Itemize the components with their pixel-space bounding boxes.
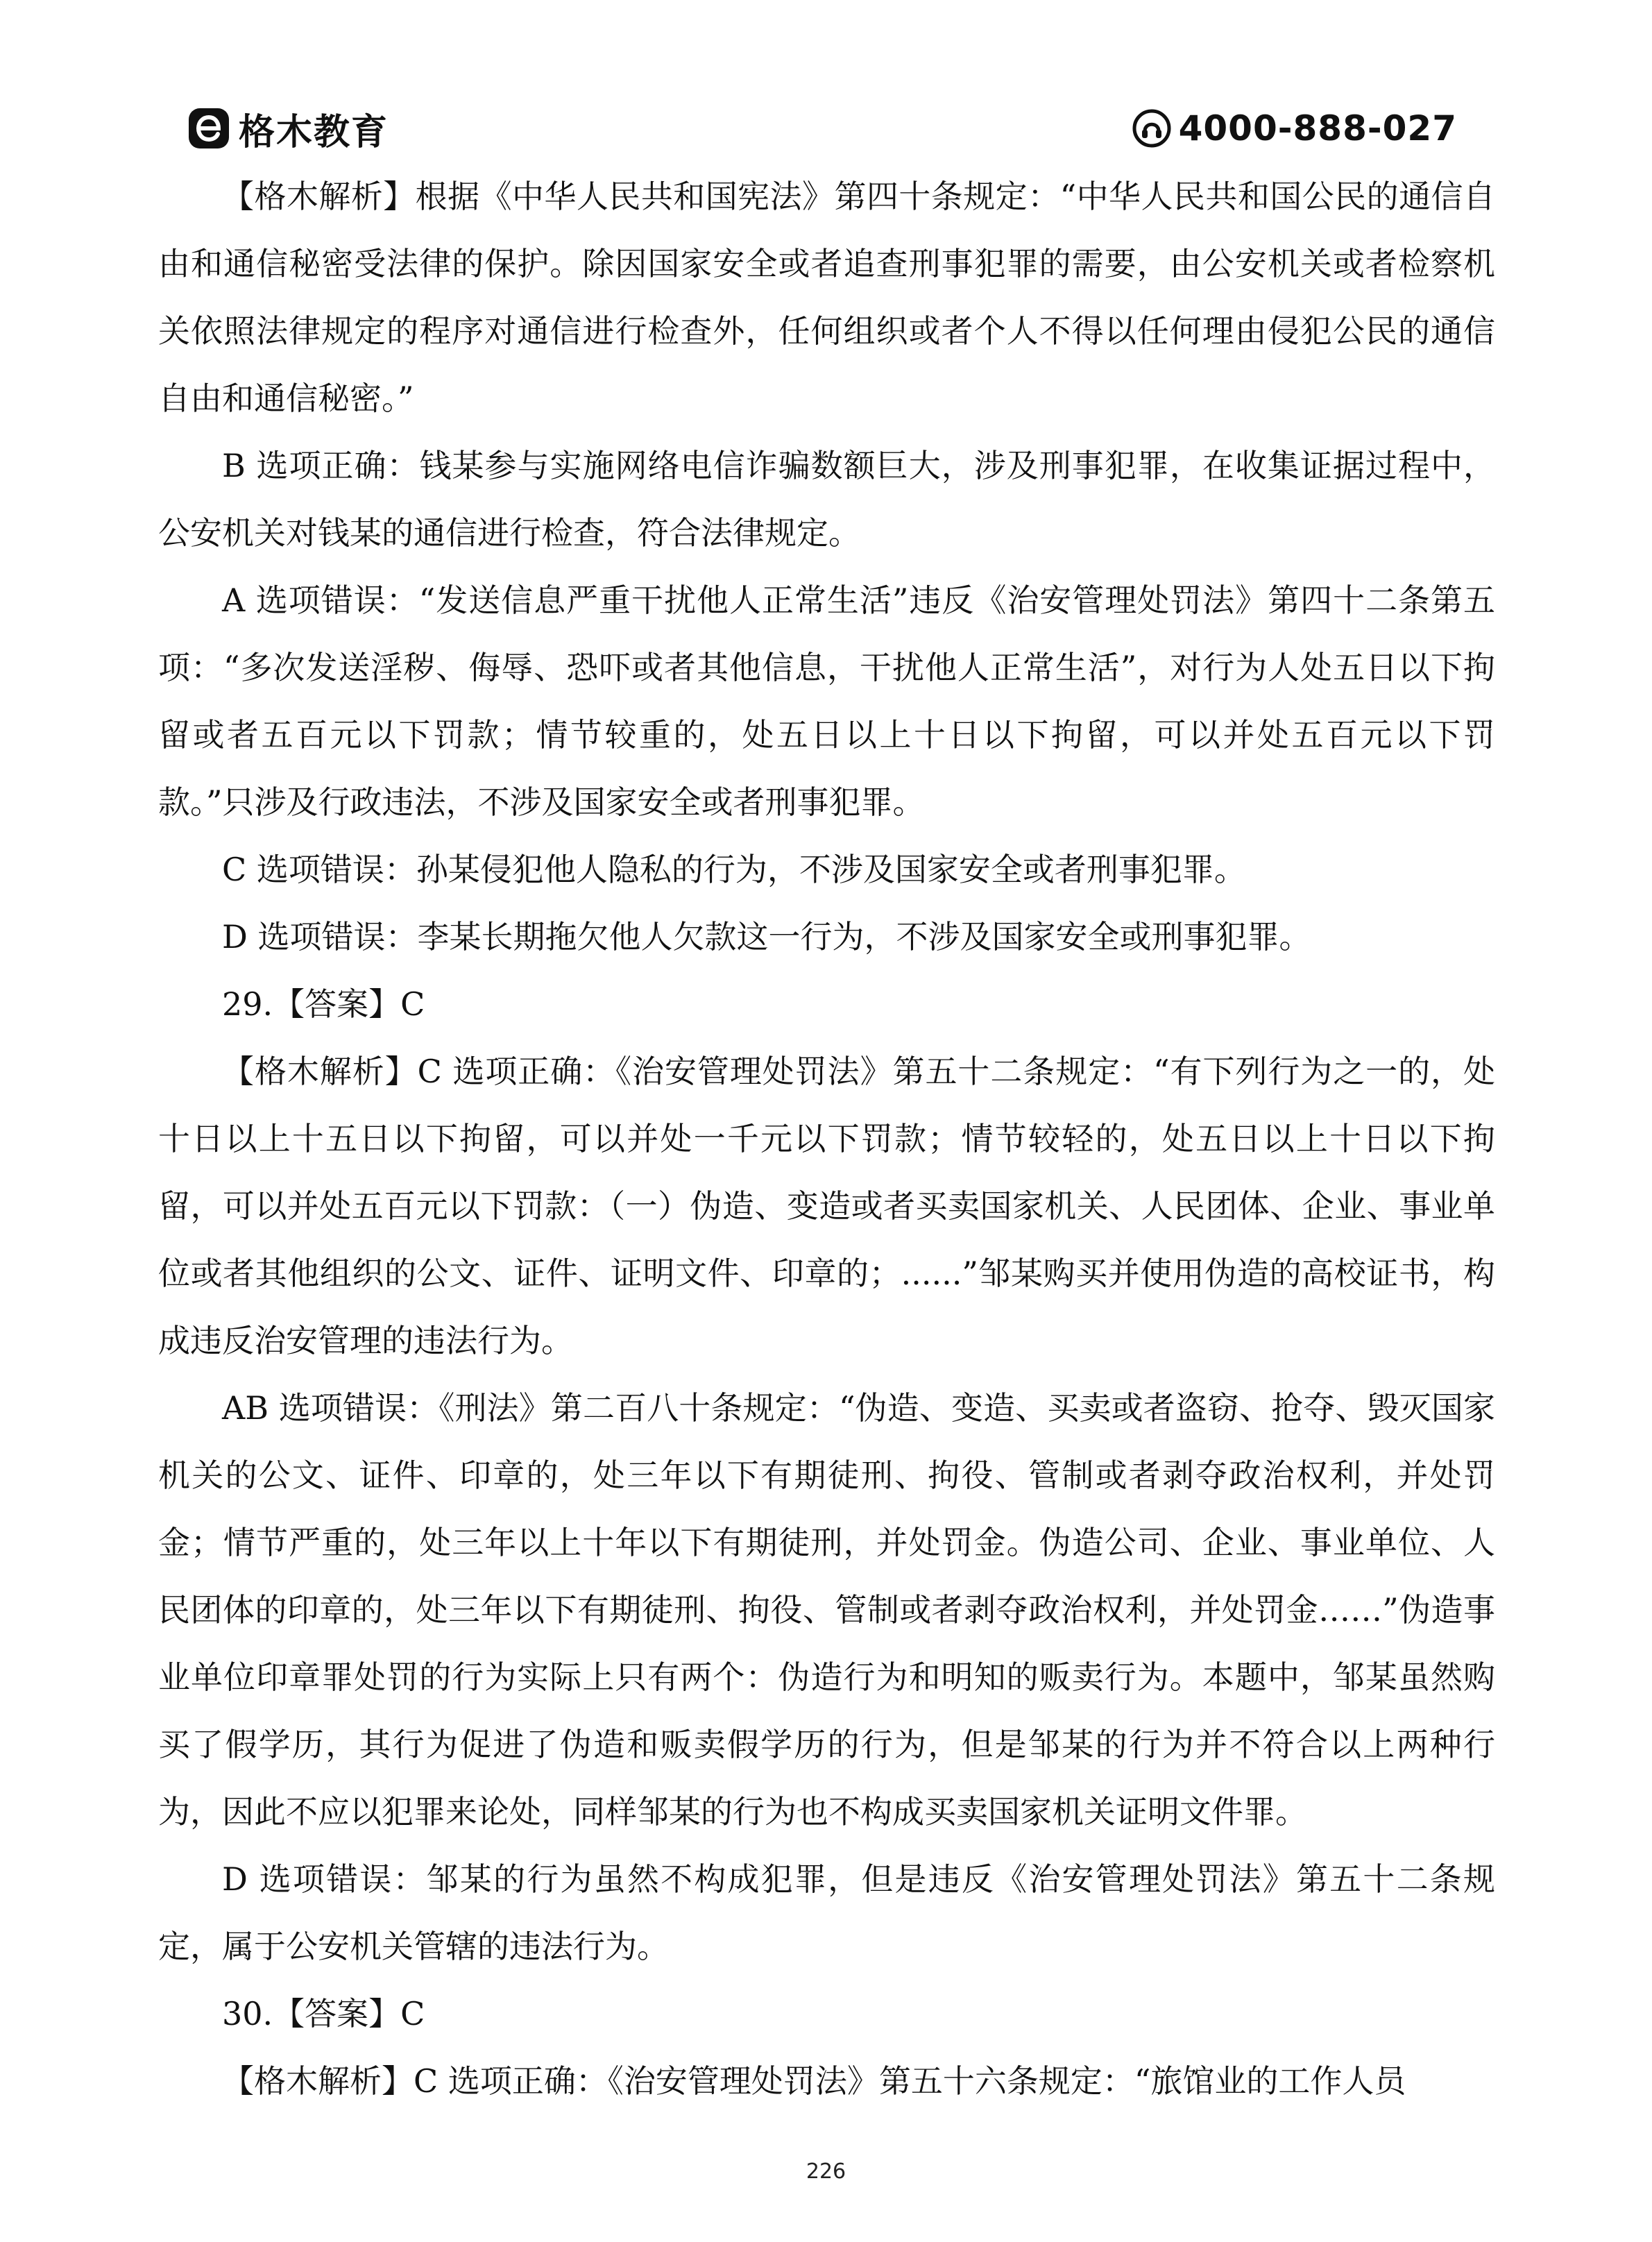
answer-heading: 29.【答案】C	[222, 985, 425, 1023]
page-number: 226	[806, 2159, 846, 2184]
brand-name: 格木教育	[239, 111, 389, 153]
document-body	[158, 163, 1495, 2115]
paragraph: AB 选项错误：《刑法》第二百八十条规定：“伪造、变造、买卖或者盗窃、抢夺、毁灭国家机关的公文、证件、印章的，处三年以下有期徒刑、拘役、管制或者剥夺政治权利，并处罚金；情节严重的，处三年以上十年以下有期徒刑，并处罚金。伪造公司、企业、事业单位、人民团体的印章的，处三年以下有期徒刑、拘役、管制或者剥夺政治权利，并处罚金……”伪造事业单位印章罪处罚的行为实际上只有两个：伪造行为和明知的贩卖行为。本题中，邹某虽然购买了假学历，其行为促进了伪造和贩卖假学历的行为，但是邹某的行为并不符合以上两种行为，因此不应以犯罪来论处，同样邹某的行为也不构成买卖国家机关证明文件罪。	[158, 1389, 1495, 1831]
paragraph: B 选项正确：钱某参与实施网络电信诈骗数额巨大，涉及刑事犯罪，在收集证据过程中，公安机关对钱某的通信进行检查，符合法律规定。	[158, 447, 1495, 552]
e-logo-icon	[187, 107, 230, 150]
hotline-number: 4000-888-027	[1178, 108, 1457, 148]
paragraph: 【格木解析】根据《中华人民共和国宪法》第四十条规定：“中华人民共和国公民的通信自由和通信秘密受法律的保护。除因国家安全或者追查刑事犯罪的需要，由公安机关或者检察机关依照法律规定的程序对通信进行检查外，任何组织或者个人不得以任何理由侵犯公民的通信自由和通信秘密。”	[158, 178, 1495, 417]
brand-logo	[187, 97, 389, 160]
hotline	[1132, 97, 1457, 160]
paragraph: C 选项错误：孙某侵犯他人隐私的行为，不涉及国家安全或者刑事犯罪。	[222, 851, 1246, 888]
answer-heading: 30.【答案】C	[222, 1995, 425, 2032]
paragraph: D 选项错误：李某长期拖欠他人欠款这一行为，不涉及国家安全或刑事犯罪。	[222, 918, 1311, 956]
paragraph: A 选项错误：“发送信息严重干扰他人正常生活”违反《治安管理处罚法》第四十二条第五项：“多次发送淫秽、侮辱、恐吓或者其他信息，干扰他人正常生活”，对行为人处五日以下拘留或者五百元以下罚款；情节较重的，处五日以上十日以下拘留，可以并处五百元以下罚款。”只涉及行政违法，不涉及国家安全或者刑事犯罪。	[158, 581, 1495, 821]
paragraph: 【格木解析】C 选项正确：《治安管理处罚法》第五十六条规定：“旅馆业的工作人员	[222, 2062, 1406, 2100]
phone-headset-icon	[1132, 108, 1172, 148]
paragraph: 【格木解析】C 选项正确：《治安管理处罚法》第五十二条规定：“有下列行为之一的，处十日以上十五日以下拘留，可以并处一千元以下罚款；情节较轻的，处五日以上十日以下拘留，可以并处五百元以下罚款：（一）伪造、变造或者买卖国家机关、人民团体、企业、事业单位或者其他组织的公文、证件、证明文件、印章的；......”邹某购买并使用伪造的高校证书，构成违反治安管理的违法行为。	[158, 1053, 1495, 1359]
paragraph: D 选项错误：邹某的行为虽然不构成犯罪，但是违反《治安管理处罚法》第五十二条规定，属于公安机关管辖的违法行为。	[158, 1860, 1495, 1965]
page-header	[187, 97, 1457, 160]
